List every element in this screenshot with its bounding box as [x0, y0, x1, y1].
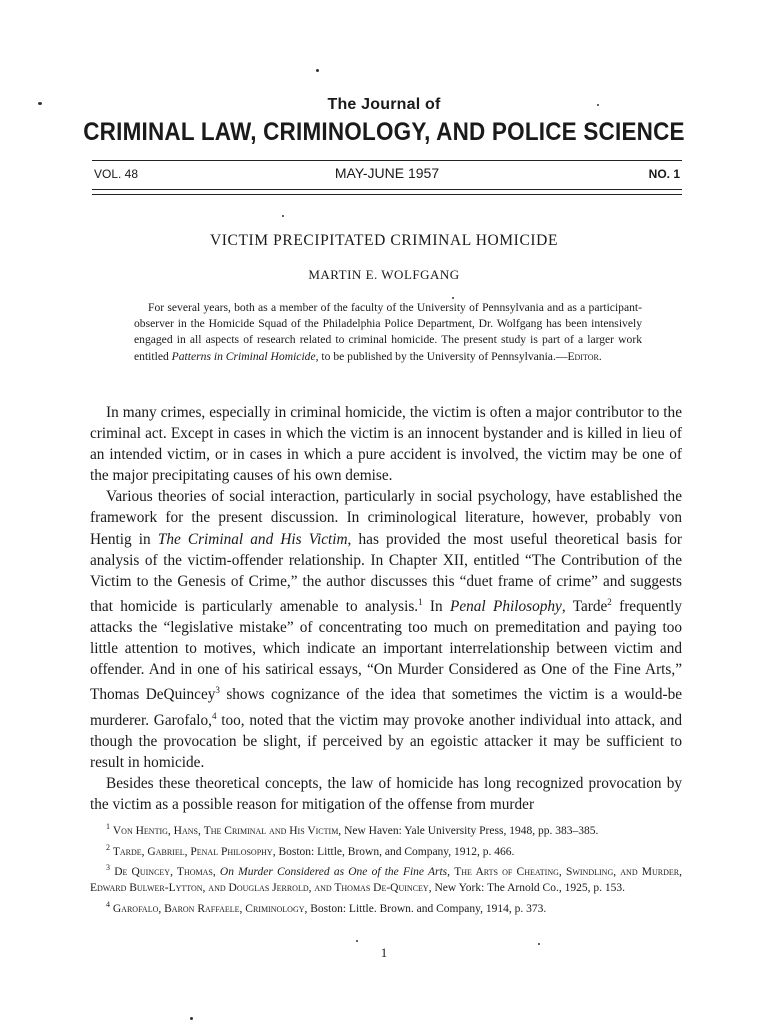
article-body [90, 402, 682, 815]
editor-note [134, 300, 642, 365]
article-title: VICTIM PRECIPITATED CRIMINAL HOMICIDE [209, 232, 559, 249]
journal-title: CRIMINAL LAW, CRIMINOLOGY, AND POLICE SCIENCE [83, 117, 685, 146]
footnote-marker[interactable]: 3 [215, 685, 220, 696]
footnote-1 [90, 819, 682, 840]
issue-number: NO. 1 [648, 167, 680, 181]
footnote-series: The Arts of Cheating, Swindling, and Murder, Edward Bulwer-Lytton, and Douglas Jerrold, and Thomas De-Quincey, [90, 866, 683, 895]
scan-speck [190, 1017, 193, 1020]
scan-speck [316, 69, 319, 72]
issue-date: MAY-JUNE 1957 [334, 165, 440, 181]
footnote-details: Boston: Little. Brown. and Company, 1914, p. 373. [307, 902, 547, 915]
footnote-marker[interactable]: 2 [607, 596, 612, 607]
footnote-details: New York: The Arnold Co., 1925, p. 153. [431, 882, 625, 895]
footnote-marker[interactable]: 1 [418, 596, 423, 607]
book-title-reference: The Criminal and His Victim [157, 530, 348, 548]
journal-prefix: The Journal of [327, 96, 441, 113]
footnote-author: Garofalo, Baron Raffaele, [112, 902, 243, 915]
footnote-title: Criminology, [245, 902, 308, 915]
scan-speck [538, 943, 540, 945]
editor-signature: Editor. [567, 349, 602, 363]
footnote-marker[interactable]: 4 [211, 710, 217, 721]
issue-line [92, 166, 682, 186]
header-rule-bottom-thin [92, 194, 682, 195]
footnote-number: 1 [106, 822, 110, 831]
paragraph-2-part: shows cognizance of the idea that sometimes the victim is a would-be murderer. Garofalo, [90, 686, 683, 729]
footnotes [90, 819, 682, 918]
footnote-3 [90, 860, 682, 897]
footnote-details: New Haven: Yale University Press, 1948, pp. 383–385. [341, 824, 599, 837]
footnote-number: 4 [106, 900, 110, 910]
footnote-number: 3 [106, 863, 110, 873]
article-author: MARTIN E. WOLFGANG [308, 267, 460, 282]
header-rule-top [92, 160, 682, 161]
scan-speck [356, 940, 358, 942]
footnote-author: Tarde, Gabriel, [112, 845, 188, 858]
footnote-author: De Quincey, Thomas, [114, 866, 216, 879]
paragraph-3: Besides these theoretical concepts, the law of homicide has long recognized provocation by the victim as a possible reason for mitigation of the offense from murder [90, 774, 682, 813]
footnote-title: On Murder Considered as One of the Fine Arts, [219, 866, 451, 879]
scan-speck [282, 215, 284, 217]
scan-speck [452, 297, 454, 299]
editor-note-text-after: , to be published by the University of Pennsylvania.— [315, 349, 568, 363]
scan-speck [38, 102, 42, 105]
paragraph-2-part: , Tarde [561, 597, 608, 615]
header-rule-bottom [92, 189, 682, 190]
paragraph-1: In many crimes, especially in criminal homicide, the victim is often a major contributor to the criminal act. Except in cases in which the victim is an innocent bystander and is killed in lieu of an intended victim, or in cases in which a pure accident is involved, the victim may be one of the major precipitating causes of his own demise. [90, 404, 682, 485]
footnote-author: Von Hentig, Hans, [112, 824, 201, 837]
book-title-reference: Penal Philosophy [449, 597, 562, 615]
footnote-title: The Criminal and His Victim, [203, 824, 342, 837]
footnote-title: Penal Philosophy, [190, 845, 276, 858]
paragraph-2-part: In [422, 597, 450, 615]
paragraph-2-part: frequently attacks the “legislative mistake” of concentrating too much on premeditation and paying too little attention to motives, which indicate an important interrelationship between victim and offender. And in one of his satirical essays, “On Murder Considered as One of the Fine Arts,” Thomas DeQuincey [90, 597, 682, 704]
paragraph-2 [90, 486, 682, 773]
volume-label: VOL. 48 [94, 167, 139, 181]
paragraph-2-part: too, noted that the victim may provoke another individual into attack, and though the provocation be slight, if perceived by an egoistic attacker it may be sufficient to result in homicide. [90, 711, 683, 771]
footnote-2 [90, 840, 682, 861]
editor-note-book-title: Patterns in Criminal Homicide [171, 349, 316, 363]
scan-speck [597, 104, 599, 106]
footnote-4 [90, 897, 682, 918]
editor-note-text: For several years, both as a member of the faculty of the University of Pennsylvania and as a participant-observer in the Homicide Squad of the Philadelphia Police Department, Dr. Wolfgang has been intensively engaged in all aspects of research related to criminal homicide. The present study is part of a larger work entitled [134, 301, 642, 363]
footnote-details: Boston: Little, Brown, and Company, 1912, p. 466. [275, 845, 515, 858]
page-number: 1 [380, 945, 388, 960]
paragraph-2-part: Various theories of social interaction, particularly in social psychology, have established the framework for the present discussion. In criminological literature, however, probably von Hentig in [90, 488, 682, 548]
footnote-number: 2 [106, 842, 110, 852]
paragraph-2-part: , has provided the most useful theoretical basis for analysis of the victim-offender relationship. In Chapter XII, entitled “The Contribution of the Victim to the Genesis of Crime,” the author discusses this “duet frame of crime” and suggests that homicide is particularly amenable to analysis. [90, 530, 683, 615]
